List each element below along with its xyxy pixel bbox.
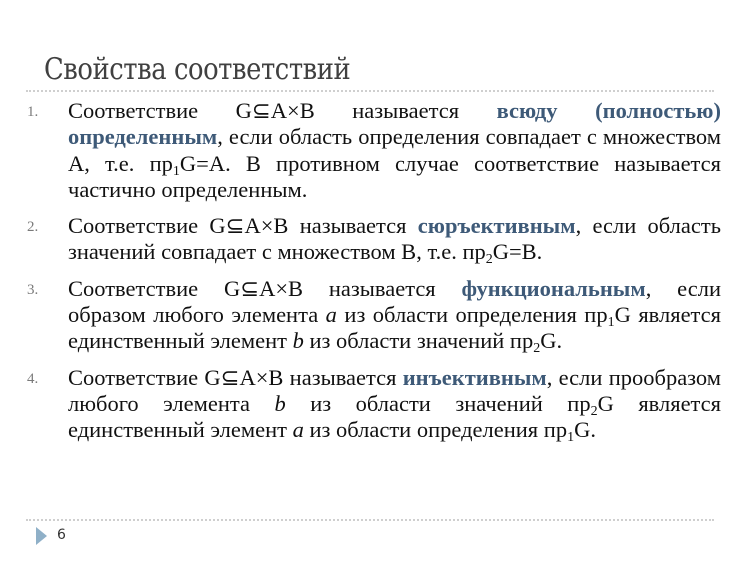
item-text — [68, 365, 721, 444]
text-fragment: из области определения пр — [336, 302, 608, 328]
subscript: 1 — [172, 163, 180, 179]
subscript: 1 — [607, 315, 615, 331]
item-number: 3. — [27, 281, 39, 298]
page-number: 6 — [57, 527, 66, 543]
italic-variable: a — [292, 417, 304, 443]
slide-title: Свойства соответствий — [44, 52, 351, 87]
triangle-right-icon — [36, 527, 47, 545]
subscript: 2 — [485, 252, 493, 268]
italic-variable: a — [325, 302, 337, 328]
item-text — [68, 98, 721, 203]
highlighted-term: функциональным — [461, 275, 646, 301]
list-item — [0, 276, 750, 355]
text-fragment: , если прообразом любого элемента — [68, 364, 721, 416]
text-fragment: Соответствие G⊆A×B называется — [68, 213, 418, 239]
italic-variable: b — [274, 390, 286, 416]
list-item — [0, 365, 750, 444]
text-fragment: , если образом любого элемента — [68, 275, 721, 328]
item-text — [68, 213, 721, 266]
text-fragment: G является единственный элемент — [68, 302, 722, 354]
highlighted-term: инъективным — [402, 364, 547, 390]
subscript: 2 — [590, 403, 598, 419]
numbered-list — [0, 98, 750, 454]
text-fragment: G является единственный элемент — [68, 390, 722, 443]
highlighted-term: всюду (полностью) определенным — [68, 98, 721, 150]
text-fragment: G=A. В противном случае соответствие называется частично определенным. — [68, 150, 721, 202]
list-item — [0, 213, 750, 266]
text-fragment: Соответствие G⊆A×B называется — [68, 364, 403, 390]
text-fragment: Соответствие G⊆A×B называется — [68, 275, 462, 301]
text-fragment: G. — [540, 328, 563, 354]
text-fragment: G=B. — [492, 239, 543, 265]
text-fragment: из области значений пр — [285, 390, 591, 416]
text-fragment: из области значений пр — [303, 328, 534, 354]
item-number: 4. — [27, 370, 39, 387]
text-fragment: G. — [574, 417, 596, 443]
subscript: 1 — [567, 430, 575, 446]
italic-variable: b — [292, 328, 304, 354]
footer-divider — [26, 519, 714, 521]
item-text — [68, 276, 721, 355]
text-fragment: , если область значений совпадает с множеством B, т.е. пр — [68, 213, 721, 265]
text-fragment: из области определения пр — [303, 417, 568, 443]
list-item — [0, 98, 750, 203]
item-number: 1. — [27, 104, 39, 120]
item-number: 2. — [27, 219, 39, 236]
title-divider — [26, 90, 714, 92]
text-fragment: Соответствие G⊆A×B называется — [68, 98, 497, 123]
text-fragment: , если область определения совпадает с множеством A, т.е. пр — [68, 124, 721, 176]
highlighted-term: сюръективным — [417, 213, 576, 239]
subscript: 2 — [533, 341, 541, 357]
